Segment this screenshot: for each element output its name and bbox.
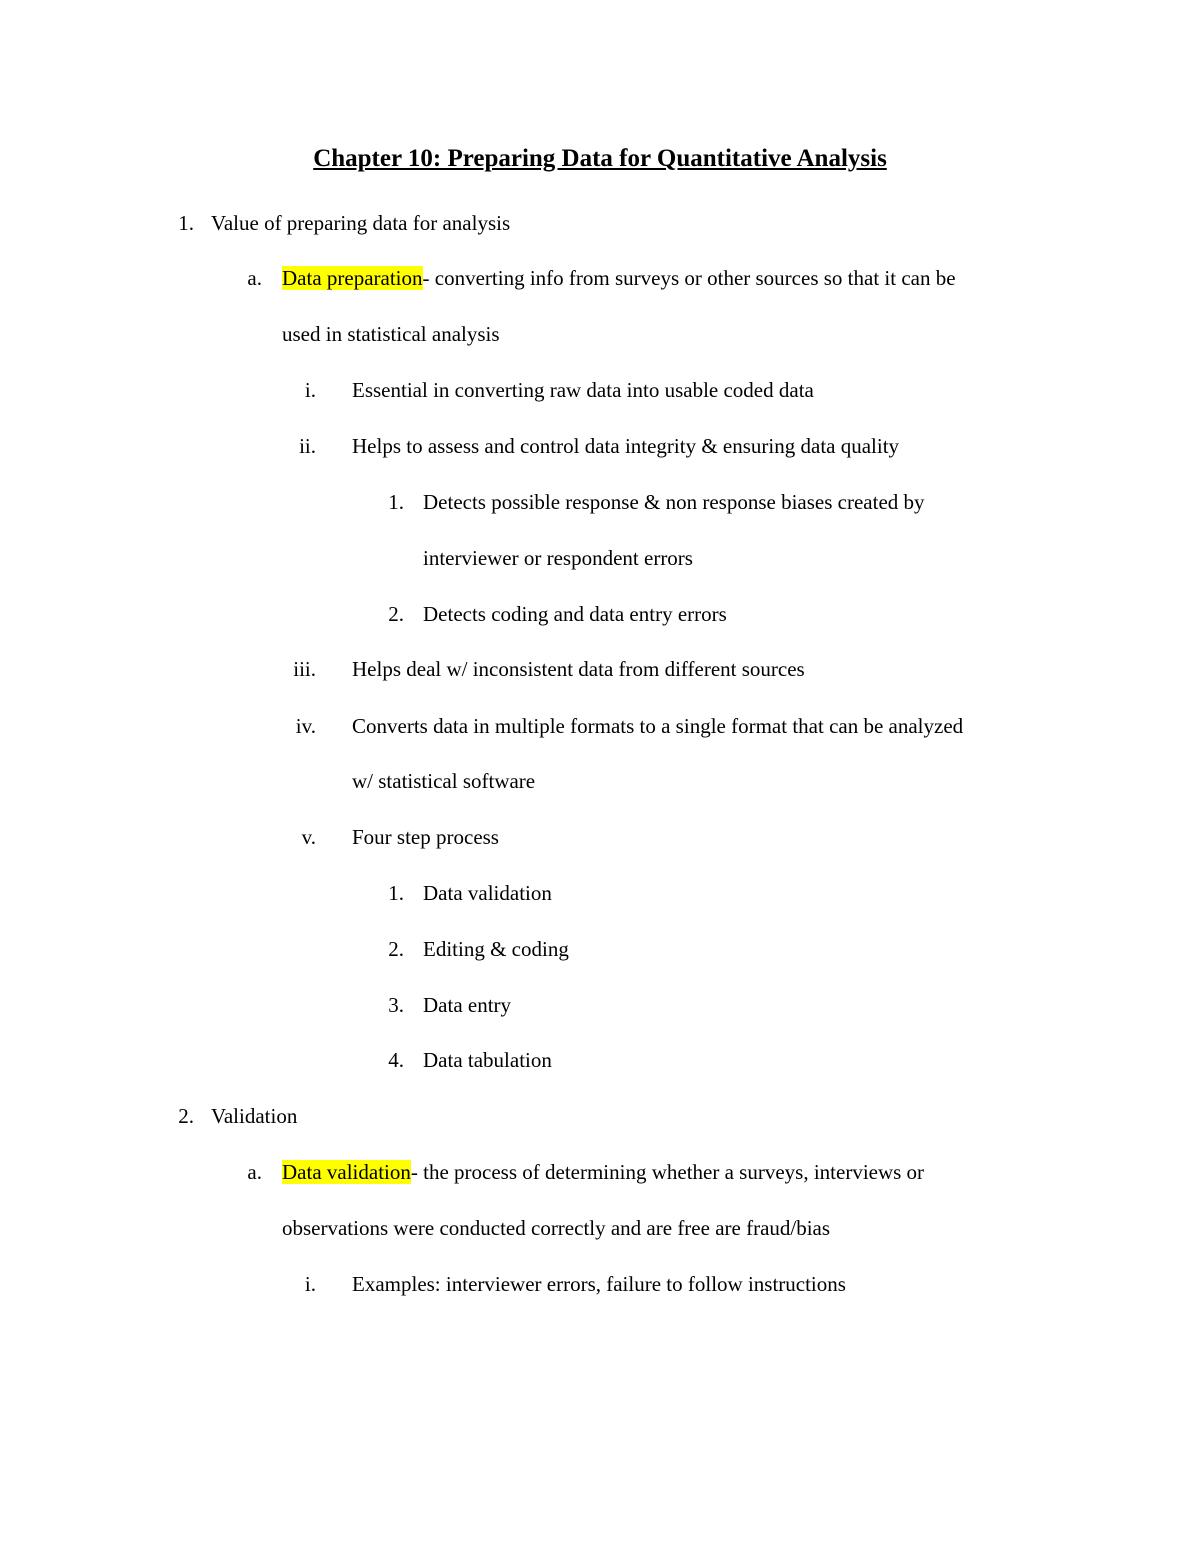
list-item: Essential in converting raw data into usable coded data bbox=[352, 378, 814, 402]
list-item-continuation: w/ statistical software bbox=[352, 769, 536, 793]
list-marker: 1. bbox=[178, 211, 194, 235]
list-marker: a. bbox=[247, 266, 262, 290]
section-heading: Value of preparing data for analysis bbox=[211, 211, 511, 235]
list-marker: iii. bbox=[293, 657, 316, 681]
list-item: Converts data in multiple formats to a single format that can be analyzed bbox=[352, 714, 964, 738]
list-marker: 4. bbox=[388, 1048, 404, 1072]
list-marker: 2. bbox=[388, 602, 404, 626]
definition-continuation: used in statistical analysis bbox=[282, 322, 500, 346]
step-item: Editing & coding bbox=[423, 937, 569, 961]
list-marker: 3. bbox=[388, 993, 404, 1017]
list-item: Helps to assess and control data integrity & ensuring data quality bbox=[352, 434, 900, 458]
list-marker: a. bbox=[247, 1160, 262, 1184]
list-item-continuation: interviewer or respondent errors bbox=[423, 546, 693, 570]
list-marker: i. bbox=[304, 1272, 316, 1296]
definition-text: - converting info from surveys or other sources so that it can be bbox=[422, 266, 956, 290]
page-title: Chapter 10: Preparing Data for Quantitative Analysis bbox=[313, 145, 887, 172]
list-marker: 1. bbox=[388, 490, 404, 514]
list-item: Detects possible response & non response biases created by bbox=[423, 490, 925, 514]
highlighted-term: Data preparation bbox=[282, 266, 423, 290]
list-item: Four step process bbox=[352, 825, 499, 849]
definition-continuation: observations were conducted correctly and are free are fraud/bias bbox=[282, 1216, 831, 1240]
list-item: Examples: interviewer errors, failure to follow instructions bbox=[352, 1272, 846, 1296]
list-marker: 2. bbox=[388, 937, 404, 961]
list-marker: v. bbox=[301, 825, 316, 849]
list-item: Helps deal w/ inconsistent data from different sources bbox=[352, 657, 805, 681]
section-heading: Validation bbox=[211, 1104, 298, 1128]
list-marker: iv. bbox=[295, 714, 316, 738]
definition-text: - the process of determining whether a surveys, interviews or bbox=[410, 1160, 925, 1184]
definition-line bbox=[282, 264, 956, 292]
list-marker: ii. bbox=[299, 434, 316, 458]
list-marker: i. bbox=[304, 378, 316, 402]
step-item: Data entry bbox=[423, 993, 512, 1017]
step-item: Data validation bbox=[423, 881, 552, 905]
list-item: Detects coding and data entry errors bbox=[423, 602, 727, 626]
list-marker: 1. bbox=[388, 881, 404, 905]
step-item: Data tabulation bbox=[423, 1048, 552, 1072]
definition-line bbox=[282, 1158, 924, 1186]
list-marker: 2. bbox=[178, 1104, 194, 1128]
highlighted-term: Data validation bbox=[282, 1160, 411, 1184]
